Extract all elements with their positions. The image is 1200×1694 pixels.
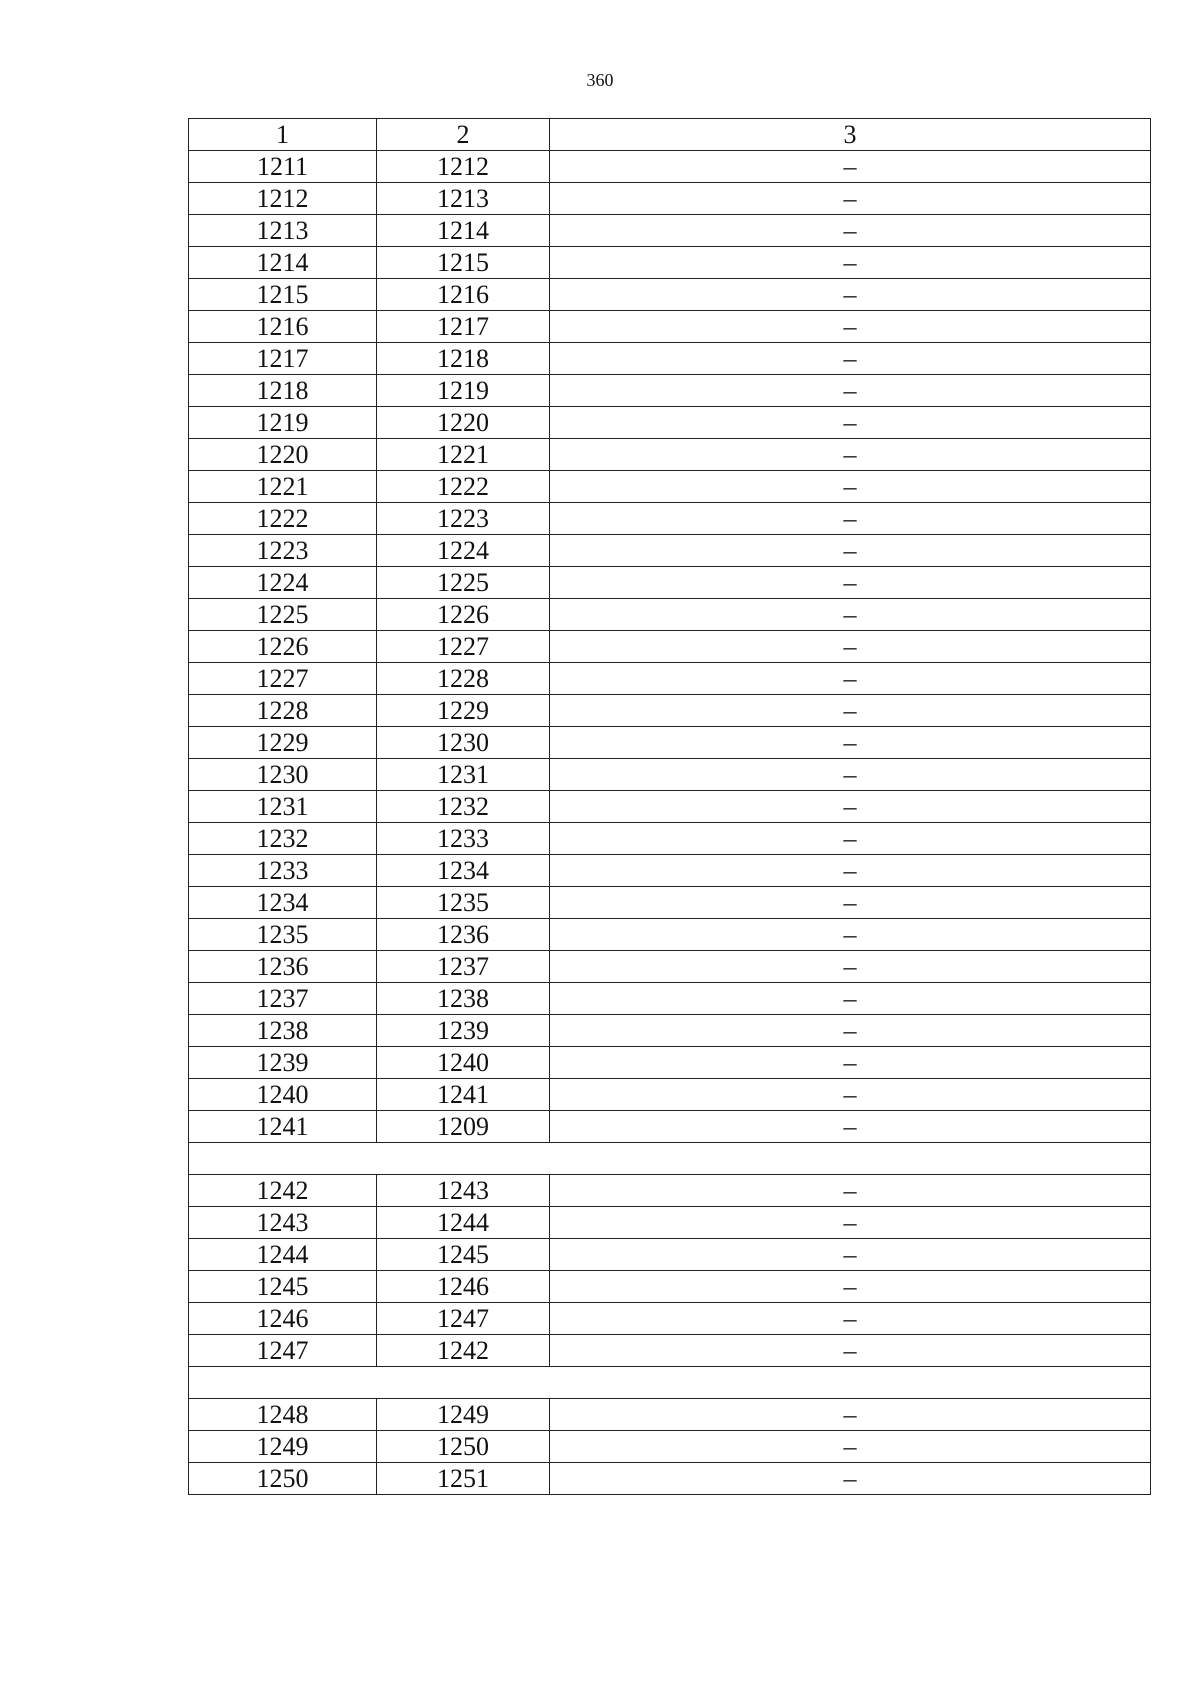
- table-cell-col-3: –: [550, 343, 1151, 375]
- table-cell-col-1: 1233: [189, 855, 377, 887]
- table-cell-col-3: –: [550, 183, 1151, 215]
- table-cell-col-1: 1223: [189, 535, 377, 567]
- table-cell-col-2: 1241: [377, 1079, 550, 1111]
- table-cell-col-2: 1228: [377, 663, 550, 695]
- table-row: [189, 919, 1151, 951]
- table-cell-col-2: 1226: [377, 599, 550, 631]
- table-cell-col-3: –: [550, 247, 1151, 279]
- table-cell-col-3: –: [550, 375, 1151, 407]
- table-cell-col-2: 1220: [377, 407, 550, 439]
- table-row: [189, 631, 1151, 663]
- table-cell-col-2: 1227: [377, 631, 550, 663]
- table-row: [189, 1463, 1151, 1495]
- table-row: [189, 1079, 1151, 1111]
- table-cell-col-2: 1246: [377, 1271, 550, 1303]
- table-cell-col-1: 1225: [189, 599, 377, 631]
- table-cell-col-2: 1250: [377, 1431, 550, 1463]
- table-cell-col-3: –: [550, 599, 1151, 631]
- section-separator-cell: [189, 1143, 1151, 1175]
- table-row: [189, 151, 1151, 183]
- table-cell-col-3: –: [550, 727, 1151, 759]
- table-header-row: [189, 119, 1151, 151]
- table-cell-col-3: –: [550, 1015, 1151, 1047]
- table-cell-col-3: –: [550, 919, 1151, 951]
- table-cell-col-3: –: [550, 1303, 1151, 1335]
- table-row: [189, 1431, 1151, 1463]
- table-cell-col-1: 1249: [189, 1431, 377, 1463]
- table-cell-col-1: 1246: [189, 1303, 377, 1335]
- table-cell-col-2: 1243: [377, 1175, 550, 1207]
- table-cell-col-3: –: [550, 759, 1151, 791]
- table-cell-col-1: 1228: [189, 695, 377, 727]
- table-cell-col-1: 1235: [189, 919, 377, 951]
- table-row: [189, 279, 1151, 311]
- table-cell-col-2: 1219: [377, 375, 550, 407]
- table-cell-col-2: 1245: [377, 1239, 550, 1271]
- table-row: [189, 311, 1151, 343]
- table-cell-col-2: 1229: [377, 695, 550, 727]
- table-cell-col-1: 1216: [189, 311, 377, 343]
- table-row: [189, 823, 1151, 855]
- table-row: [189, 1047, 1151, 1079]
- page-number: 360: [586, 70, 614, 90]
- table-cell-col-1: 1217: [189, 343, 377, 375]
- table-row: [189, 1399, 1151, 1431]
- table-cell-col-1: 1222: [189, 503, 377, 535]
- table-cell-col-3: –: [550, 1431, 1151, 1463]
- table-cell-col-2: 1249: [377, 1399, 550, 1431]
- table-row: [189, 1111, 1151, 1143]
- table-cell-col-2: 1224: [377, 535, 550, 567]
- table-cell-col-1: 1219: [189, 407, 377, 439]
- table-cell-col-3: –: [550, 1271, 1151, 1303]
- table-cell-col-2: 1223: [377, 503, 550, 535]
- table-cell-col-1: 1227: [189, 663, 377, 695]
- table-row: [189, 663, 1151, 695]
- table-cell-col-2: 1216: [377, 279, 550, 311]
- table-row: [189, 439, 1151, 471]
- table-cell-col-3: –: [550, 1463, 1151, 1495]
- table-cell-col-1: 1244: [189, 1239, 377, 1271]
- table-cell-col-2: 1239: [377, 1015, 550, 1047]
- table-cell-col-1: 1231: [189, 791, 377, 823]
- table-cell-col-1: 1234: [189, 887, 377, 919]
- table-cell-col-3: –: [550, 823, 1151, 855]
- table-cell-col-1: 1220: [189, 439, 377, 471]
- table-cell-col-3: –: [550, 151, 1151, 183]
- table-cell-col-2: 1212: [377, 151, 550, 183]
- table-row: [189, 951, 1151, 983]
- table-cell-col-2: 1232: [377, 791, 550, 823]
- table-cell-col-3: –: [550, 407, 1151, 439]
- table-row: [189, 247, 1151, 279]
- table-cell-col-3: –: [550, 1111, 1151, 1143]
- table-cell-col-3: –: [550, 311, 1151, 343]
- table-cell-col-1: 1239: [189, 1047, 377, 1079]
- table-cell-col-1: 1212: [189, 183, 377, 215]
- table-cell-col-2: 1230: [377, 727, 550, 759]
- table-cell-col-2: 1235: [377, 887, 550, 919]
- table-cell-col-3: –: [550, 439, 1151, 471]
- table-row: [189, 407, 1151, 439]
- table-row: [189, 1175, 1151, 1207]
- table-cell-col-1: 1238: [189, 1015, 377, 1047]
- table-cell-col-1: 1215: [189, 279, 377, 311]
- section-separator-row: [189, 1367, 1151, 1399]
- table-cell-col-2: 1221: [377, 439, 550, 471]
- table-cell-col-3: –: [550, 951, 1151, 983]
- table-cell-col-3: –: [550, 567, 1151, 599]
- table-cell-col-1: 1218: [189, 375, 377, 407]
- table-cell-col-1: 1240: [189, 1079, 377, 1111]
- table-row: [189, 1335, 1151, 1367]
- table-body: [189, 119, 1151, 1495]
- table-cell-col-2: 1234: [377, 855, 550, 887]
- table-cell-col-2: 1231: [377, 759, 550, 791]
- table-cell-col-3: –: [550, 663, 1151, 695]
- table-cell-col-1: 1226: [189, 631, 377, 663]
- table-cell-col-2: 1213: [377, 183, 550, 215]
- table-cell-col-3: –: [550, 791, 1151, 823]
- table-row: [189, 471, 1151, 503]
- table-cell-col-3: –: [550, 887, 1151, 919]
- table-row: [189, 535, 1151, 567]
- table-row: [189, 983, 1151, 1015]
- table-cell-col-3: –: [550, 1175, 1151, 1207]
- table-row: [189, 695, 1151, 727]
- table-cell-col-3: –: [550, 503, 1151, 535]
- table-row: [189, 567, 1151, 599]
- table-cell-col-3: –: [550, 1207, 1151, 1239]
- table-cell-col-2: 1233: [377, 823, 550, 855]
- table-cell-col-1: 1214: [189, 247, 377, 279]
- table-cell-col-1: 1236: [189, 951, 377, 983]
- table-cell-col-3: –: [550, 1399, 1151, 1431]
- table-cell-col-1: 1242: [189, 1175, 377, 1207]
- table-cell-col-1: 1245: [189, 1271, 377, 1303]
- table-cell-col-2: 1242: [377, 1335, 550, 1367]
- table-row: [189, 503, 1151, 535]
- column-header-2: 2: [377, 119, 550, 151]
- data-table: [188, 118, 1151, 1495]
- table-row: [189, 1207, 1151, 1239]
- table-cell-col-2: 1225: [377, 567, 550, 599]
- table-cell-col-2: 1209: [377, 1111, 550, 1143]
- table-cell-col-1: 1211: [189, 151, 377, 183]
- table-cell-col-2: 1217: [377, 311, 550, 343]
- table-cell-col-2: 1238: [377, 983, 550, 1015]
- table-cell-col-1: 1232: [189, 823, 377, 855]
- table-row: [189, 375, 1151, 407]
- table-cell-col-3: –: [550, 215, 1151, 247]
- table-cell-col-3: –: [550, 471, 1151, 503]
- table-row: [189, 183, 1151, 215]
- table-cell-col-1: 1221: [189, 471, 377, 503]
- table-cell-col-3: –: [550, 855, 1151, 887]
- table-cell-col-3: –: [550, 1239, 1151, 1271]
- table-cell-col-1: 1248: [189, 1399, 377, 1431]
- table-cell-col-2: 1251: [377, 1463, 550, 1495]
- section-separator-row: [189, 1143, 1151, 1175]
- table-row: [189, 1239, 1151, 1271]
- table-cell-col-1: 1213: [189, 215, 377, 247]
- table-cell-col-2: 1240: [377, 1047, 550, 1079]
- column-header-3: 3: [550, 119, 1151, 151]
- table-row: [189, 791, 1151, 823]
- table-cell-col-1: 1241: [189, 1111, 377, 1143]
- table-cell-col-3: –: [550, 983, 1151, 1015]
- table-row: [189, 599, 1151, 631]
- table-cell-col-1: 1247: [189, 1335, 377, 1367]
- table-cell-col-1: 1230: [189, 759, 377, 791]
- table-cell-col-1: 1250: [189, 1463, 377, 1495]
- table-cell-col-2: 1214: [377, 215, 550, 247]
- table-row: [189, 1271, 1151, 1303]
- table-cell-col-2: 1236: [377, 919, 550, 951]
- column-header-1: 1: [189, 119, 377, 151]
- table-row: [189, 1015, 1151, 1047]
- table-cell-col-3: –: [550, 535, 1151, 567]
- table-row: [189, 887, 1151, 919]
- table-cell-col-1: 1229: [189, 727, 377, 759]
- table-cell-col-2: 1222: [377, 471, 550, 503]
- table-cell-col-3: –: [550, 1335, 1151, 1367]
- table-cell-col-3: –: [550, 1047, 1151, 1079]
- table-cell-col-1: 1243: [189, 1207, 377, 1239]
- table-cell-col-3: –: [550, 1079, 1151, 1111]
- table-cell-col-2: 1244: [377, 1207, 550, 1239]
- table-row: [189, 727, 1151, 759]
- section-separator-cell: [189, 1367, 1151, 1399]
- table-cell-col-2: 1237: [377, 951, 550, 983]
- table-cell-col-1: 1237: [189, 983, 377, 1015]
- table-row: [189, 855, 1151, 887]
- table-cell-col-3: –: [550, 279, 1151, 311]
- table-cell-col-2: 1215: [377, 247, 550, 279]
- table-cell-col-1: 1224: [189, 567, 377, 599]
- table-cell-col-2: 1247: [377, 1303, 550, 1335]
- table-row: [189, 1303, 1151, 1335]
- table-row: [189, 215, 1151, 247]
- table-row: [189, 343, 1151, 375]
- table-cell-col-3: –: [550, 695, 1151, 727]
- table-row: [189, 759, 1151, 791]
- table-cell-col-2: 1218: [377, 343, 550, 375]
- table-cell-col-3: –: [550, 631, 1151, 663]
